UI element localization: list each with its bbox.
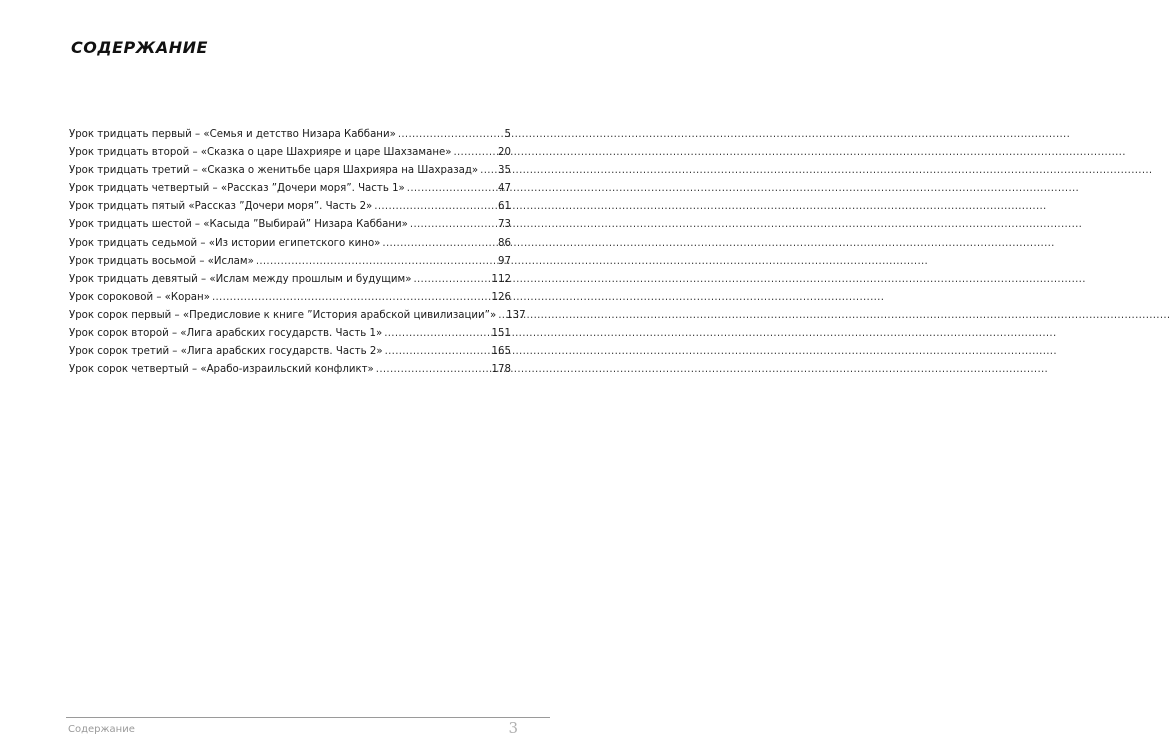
toc-dot-leader (480, 162, 496, 180)
table-of-contents (69, 126, 526, 379)
toc-entry (69, 307, 526, 325)
toc-entry (69, 126, 511, 144)
toc-entry (69, 343, 511, 361)
toc-entry-title: Урок сорок первый – «Предисловие к книге ”История арабской цивилизации”» (69, 309, 497, 321)
toc-dot-leader (410, 216, 496, 234)
toc-entry-page: 35 (498, 165, 511, 177)
toc-entry-page: 112 (491, 273, 511, 285)
toc-entry (69, 235, 511, 253)
toc-entry-title: Урок сорок четвертый – «Арабо-израильский конфликт» (69, 364, 374, 376)
toc-entry-title: Урок сороковой – «Коран» (69, 291, 210, 303)
toc-entry-title: Урок тридцать третий – «Сказка о женитьбе царя Шахрияра на Шахразад» (69, 165, 479, 177)
toc-entry-page: 61 (498, 201, 511, 213)
toc-entry (69, 216, 511, 234)
toc-dot-leader (413, 271, 489, 289)
toc-dot-leader (256, 253, 496, 271)
toc-entry-title: Урок тридцать шестой – «Касыда ”Выбирай” Низара Каббани» (69, 219, 408, 231)
toc-dot-leader (407, 180, 496, 198)
toc-entry-title: Урок тридцать девятый – «Ислам между прошлым и будущим» (69, 273, 412, 285)
toc-entry (69, 253, 511, 271)
toc-dot-leader (384, 325, 489, 343)
toc-entry (69, 198, 511, 216)
toc-dot-leader (385, 343, 490, 361)
toc-dot-leader (398, 126, 503, 144)
toc-dot-leader (376, 361, 490, 379)
toc-entry-page: 137 (506, 309, 526, 321)
toc-dot-leader (382, 235, 496, 253)
toc-entry (69, 144, 511, 162)
toc-entry-title: Урок сорок второй – «Лига арабских государств. Часть 1» (69, 328, 383, 340)
toc-entry (69, 271, 511, 289)
toc-entry (69, 361, 511, 379)
footer-section-label: Содержание (68, 724, 135, 735)
toc-entry (69, 289, 511, 307)
toc-entry-title: Урок тридцать пятый «Рассказ ”Дочери моря”. Часть 2» (69, 201, 373, 213)
toc-entry-page: 73 (498, 219, 511, 231)
toc-entry-title: Урок тридцать восьмой – «Ислам» (69, 255, 254, 267)
toc-entry-page: 151 (491, 328, 511, 340)
toc-entry-page: 5 (504, 129, 511, 140)
toc-dot-leader (453, 144, 496, 162)
toc-entry-page: 165 (491, 346, 511, 358)
toc-entry-title: Урок тридцать седьмой – «Из истории египетского кино» (69, 237, 381, 249)
toc-entry-title: Урок сорок третий – «Лига арабских государств. Часть 2» (69, 346, 383, 358)
toc-dot-leader (212, 289, 490, 307)
toc-entry-title: Урок тридцать четвертый – «Рассказ ”Дочери моря”. Часть 1» (69, 183, 405, 195)
page-title: СОДЕРЖАНИЕ (71, 38, 208, 57)
toc-entry-page: 47 (498, 183, 511, 195)
toc-entry-page: 97 (498, 255, 511, 267)
toc-entry-page: 126 (491, 291, 511, 303)
toc-entry-title: Урок тридцать первый – «Семья и детство Низара Каббани» (69, 129, 396, 140)
toc-entry (69, 325, 511, 343)
toc-entry (69, 180, 511, 198)
footer-divider (66, 717, 550, 718)
toc-entry-title: Урок тридцать второй – «Сказка о царе Шахрияре и царе Шахзамане» (69, 147, 452, 159)
toc-entry-page: 178 (491, 364, 511, 376)
toc-entry-page: 86 (498, 237, 511, 249)
toc-entry-page: 20 (498, 147, 511, 159)
toc-entry (69, 162, 511, 180)
toc-dot-leader (498, 307, 504, 325)
toc-dot-leader (374, 198, 496, 216)
footer-page-number: 3 (508, 719, 518, 737)
